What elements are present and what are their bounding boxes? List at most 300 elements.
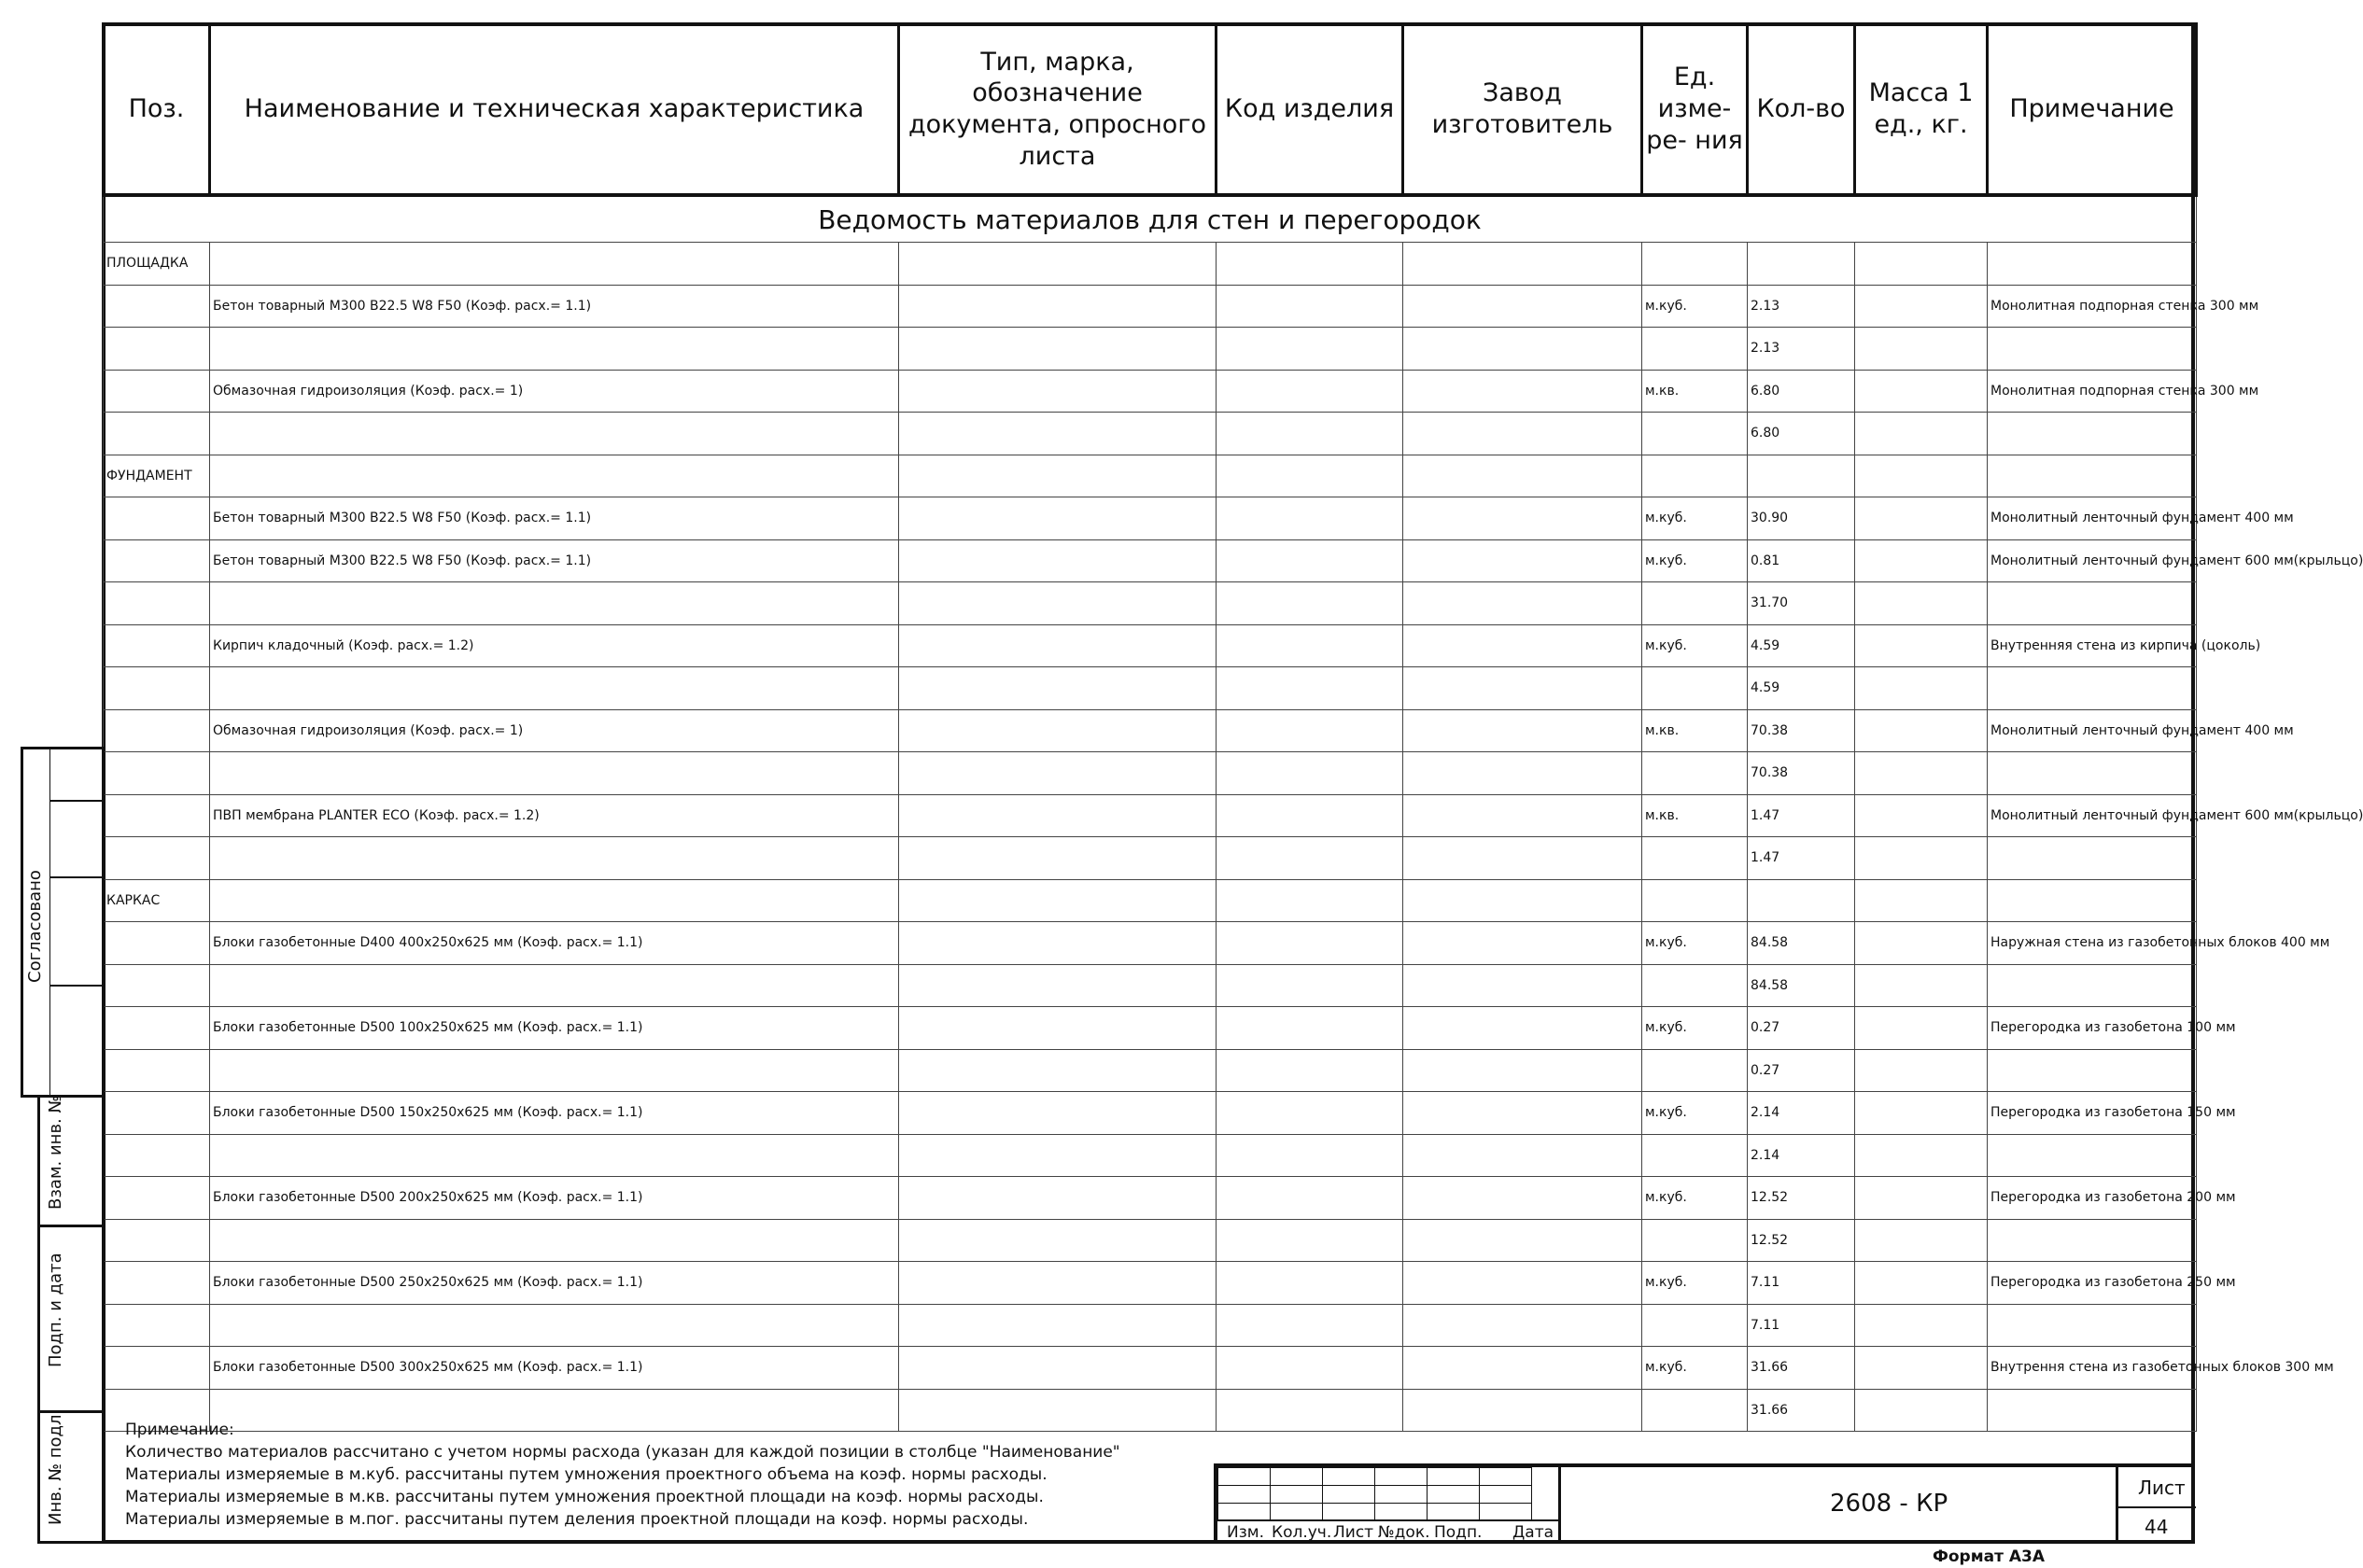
cell-pos — [104, 1219, 210, 1262]
cell-plant — [1403, 1134, 1642, 1177]
cell-code — [1217, 794, 1403, 837]
cell-type — [899, 1304, 1217, 1347]
cell-unit — [1642, 752, 1748, 795]
cell-name — [210, 243, 899, 286]
table-row — [104, 837, 2197, 880]
cell-code — [1217, 539, 1403, 582]
cell-note: Монолитная подпорная стенка 300 мм — [1988, 370, 2197, 413]
cell-mass — [1855, 582, 1988, 625]
cell-unit: м.куб. — [1642, 1347, 1748, 1390]
table-row — [104, 285, 2197, 328]
cell-pos — [104, 1007, 210, 1050]
cell-type — [899, 1007, 1217, 1050]
cell-type — [899, 1049, 1217, 1092]
cell-pos — [104, 1049, 210, 1092]
cell-code — [1217, 1262, 1403, 1305]
table-row — [104, 1347, 2197, 1390]
tb-label-ndok: №док. — [1378, 1523, 1430, 1542]
cell-type — [899, 624, 1217, 667]
cell-qty: 6.80 — [1748, 413, 1855, 455]
cell-qty: 4.59 — [1748, 667, 1855, 710]
cell-plant — [1403, 1304, 1642, 1347]
cell-mass — [1855, 837, 1988, 880]
cell-mass — [1855, 1389, 1988, 1432]
tb-label-kol: Кол.уч. — [1272, 1523, 1332, 1542]
cell-note: Монолитный ленточный фундамент 400 мм — [1988, 709, 2197, 752]
header-code: Код изделия — [1217, 24, 1403, 196]
cell-note: Монолитная подпорная стенка 300 мм — [1988, 285, 2197, 328]
cell-code — [1217, 285, 1403, 328]
cell-type — [899, 497, 1217, 540]
cell-mass — [1855, 709, 1988, 752]
cell-type — [899, 709, 1217, 752]
cell-note: Внутрення стена из газобетонных блоков 300 мм — [1988, 1347, 2197, 1390]
cell-mass — [1855, 624, 1988, 667]
revision-grid — [1217, 1467, 1532, 1521]
cell-code — [1217, 413, 1403, 455]
table-row — [104, 413, 2197, 455]
cell-note: Монолитный ленточный фундамент 600 мм(крыльцо) — [1988, 539, 2197, 582]
cell-mass — [1855, 539, 1988, 582]
doc-code: 2608 - КР — [1830, 1490, 1948, 1518]
side-stamp-inv-replace — [37, 1095, 105, 1227]
cell-qty: 0.81 — [1748, 539, 1855, 582]
tb-label-izm: Изм. — [1227, 1523, 1264, 1542]
cell-type — [899, 1219, 1217, 1262]
cell-name: Обмазочная гидроизоляция (Коэф. расх.= 1) — [210, 709, 899, 752]
table-row — [104, 582, 2197, 625]
cell-qty: 0.27 — [1748, 1049, 1855, 1092]
cell-note: Монолитный ленточный фундамент 400 мм — [1988, 497, 2197, 540]
cell-name: Бетон товарный М300 В22.5 W8 F50 (Коэф. расх.= 1.1) — [210, 497, 899, 540]
cell-name — [210, 413, 899, 455]
cell-pos — [104, 709, 210, 752]
tb-label-list: Лист — [1333, 1523, 1374, 1542]
cell-code — [1217, 1389, 1403, 1432]
table-title-row — [104, 195, 2197, 243]
agreed-label: Согласовано — [25, 870, 45, 983]
cell-code — [1217, 709, 1403, 752]
header-note: Примечание — [1988, 24, 2197, 196]
cell-mass — [1855, 1347, 1988, 1390]
table-row — [104, 1007, 2197, 1050]
header-plant: Завод изготовитель — [1403, 24, 1642, 196]
cell-pos — [104, 752, 210, 795]
cell-mass — [1855, 667, 1988, 710]
cell-plant — [1403, 1007, 1642, 1050]
header-qty: Кол-во — [1748, 24, 1855, 196]
cell-mass — [1855, 285, 1988, 328]
table-row — [104, 370, 2197, 413]
cell-plant — [1403, 285, 1642, 328]
cell-name — [210, 1304, 899, 1347]
cell-mass — [1855, 328, 1988, 371]
cell-code — [1217, 455, 1403, 497]
cell-name — [210, 1049, 899, 1092]
cell-unit — [1642, 879, 1748, 922]
cell-mass — [1855, 1304, 1988, 1347]
cell-plant — [1403, 879, 1642, 922]
table-row — [104, 624, 2197, 667]
cell-type — [899, 1347, 1217, 1390]
cell-plant — [1403, 1177, 1642, 1220]
cell-plant — [1403, 1262, 1642, 1305]
cell-mass — [1855, 413, 1988, 455]
sign-date-label: Подп. и дата — [46, 1253, 65, 1367]
cell-pos — [104, 1262, 210, 1305]
table-row — [104, 752, 2197, 795]
cell-mass — [1855, 1049, 1988, 1092]
cell-unit: м.куб. — [1642, 1262, 1748, 1305]
cell-unit — [1642, 243, 1748, 286]
cell-name: Обмазочная гидроизоляция (Коэф. расх.= 1) — [210, 370, 899, 413]
cell-name: Бетон товарный М300 В22.5 W8 F50 (Коэф. расх.= 1.1) — [210, 539, 899, 582]
cell-note — [1988, 837, 2197, 880]
cell-pos — [104, 328, 210, 371]
cell-type — [899, 455, 1217, 497]
cell-pos — [104, 370, 210, 413]
cell-mass — [1855, 1134, 1988, 1177]
cell-plant — [1403, 1219, 1642, 1262]
materials-table — [102, 22, 2363, 1432]
cell-pos: ПЛОЩАДКА — [104, 243, 210, 286]
cell-pos — [104, 1177, 210, 1220]
cell-code — [1217, 667, 1403, 710]
cell-unit — [1642, 964, 1748, 1007]
cell-unit — [1642, 1389, 1748, 1432]
cell-qty — [1748, 455, 1855, 497]
cell-plant — [1403, 539, 1642, 582]
cell-code — [1217, 1134, 1403, 1177]
cell-unit: м.кв. — [1642, 370, 1748, 413]
inv-replace-label: Взам. инв. № — [46, 1095, 65, 1210]
cell-plant — [1403, 794, 1642, 837]
cell-qty: 31.66 — [1748, 1347, 1855, 1390]
cell-note — [1988, 667, 2197, 710]
cell-name — [210, 1134, 899, 1177]
cell-qty: 1.47 — [1748, 837, 1855, 880]
cell-qty: 70.38 — [1748, 709, 1855, 752]
cell-name: Блоки газобетонные D500 100x250x625 мм (Коэф. расх.= 1.1) — [210, 1007, 899, 1050]
table-row — [104, 1092, 2197, 1135]
cell-note — [1988, 413, 2197, 455]
cell-note — [1988, 455, 2197, 497]
table-row — [104, 1219, 2197, 1262]
note-line: Количество материалов рассчитано с учетом нормы расхода (указан для каждой позиции в столбце "Наименование" — [125, 1443, 1120, 1462]
side-stamp-sign-date — [37, 1225, 105, 1413]
title-block — [1214, 1463, 2195, 1544]
cell-plant — [1403, 328, 1642, 371]
cell-unit — [1642, 413, 1748, 455]
cell-note: Перегородка из газобетона 200 мм — [1988, 1177, 2197, 1220]
cell-unit — [1642, 455, 1748, 497]
cell-qty: 6.80 — [1748, 370, 1855, 413]
cell-name — [210, 837, 899, 880]
cell-note: Перегородка из газобетона 150 мм — [1988, 1092, 2197, 1135]
cell-type — [899, 667, 1217, 710]
cell-pos — [104, 794, 210, 837]
cell-note: Перегородка из газобетона 100 мм — [1988, 1007, 2197, 1050]
cell-code — [1217, 582, 1403, 625]
tb-sheet-label: Лист — [2138, 1477, 2186, 1499]
cell-type — [899, 285, 1217, 328]
cell-type — [899, 370, 1217, 413]
cell-name: Блоки газобетонные D400 400x250x625 мм (Коэф. расх.= 1.1) — [210, 922, 899, 965]
table-row — [104, 922, 2197, 965]
cell-note: Монолитный ленточный фундамент 600 мм(крыльцо) — [1988, 794, 2197, 837]
cell-qty: 1.47 — [1748, 794, 1855, 837]
cell-name — [210, 1219, 899, 1262]
cell-pos — [104, 1134, 210, 1177]
cell-pos: КАРКАС — [104, 879, 210, 922]
cell-note: Наружная стена из газобетонных блоков 400 мм — [1988, 922, 2197, 965]
cell-unit: м.куб. — [1642, 1092, 1748, 1135]
header-mass: Масса 1 ед., кг. — [1855, 24, 1988, 196]
cell-note — [1988, 328, 2197, 371]
cell-pos — [104, 1347, 210, 1390]
cell-qty — [1748, 243, 1855, 286]
cell-pos — [104, 1304, 210, 1347]
cell-code — [1217, 370, 1403, 413]
cell-mass — [1855, 370, 1988, 413]
cell-pos — [104, 539, 210, 582]
cell-type — [899, 794, 1217, 837]
cell-mass — [1855, 922, 1988, 965]
table-row — [104, 455, 2197, 497]
cell-qty: 7.11 — [1748, 1262, 1855, 1305]
cell-type — [899, 582, 1217, 625]
cell-mass — [1855, 1007, 1988, 1050]
table-row — [104, 243, 2197, 286]
table-row — [104, 328, 2197, 371]
cell-qty: 12.52 — [1748, 1177, 1855, 1220]
side-stamp-inv-orig — [37, 1410, 105, 1544]
cell-name — [210, 328, 899, 371]
cell-plant — [1403, 667, 1642, 710]
cell-plant — [1403, 1347, 1642, 1390]
cell-unit: м.куб. — [1642, 922, 1748, 965]
header-unit: Ед. изме- ре- ния — [1642, 24, 1748, 196]
cell-plant — [1403, 497, 1642, 540]
cell-unit — [1642, 667, 1748, 710]
cell-plant — [1403, 922, 1642, 965]
cell-unit: м.кв. — [1642, 709, 1748, 752]
table-row — [104, 539, 2197, 582]
cell-type — [899, 1134, 1217, 1177]
cell-code — [1217, 1007, 1403, 1050]
table-row — [104, 879, 2197, 922]
cell-note: Перегородка из газобетона 250 мм — [1988, 1262, 2197, 1305]
inv-orig-label: Инв. № подл. — [46, 1408, 65, 1525]
table-title: Ведомость материалов для стен и перегородок — [104, 195, 2197, 243]
cell-type — [899, 243, 1217, 286]
cell-pos — [104, 582, 210, 625]
cell-note — [1988, 243, 2197, 286]
tb-sheet-number: 44 — [2145, 1516, 2169, 1538]
cell-unit — [1642, 1304, 1748, 1347]
cell-mass — [1855, 964, 1988, 1007]
cell-plant — [1403, 1389, 1642, 1432]
cell-name — [210, 582, 899, 625]
cell-qty: 4.59 — [1748, 624, 1855, 667]
cell-mass — [1855, 1262, 1988, 1305]
cell-qty: 31.66 — [1748, 1389, 1855, 1432]
cell-type — [899, 752, 1217, 795]
cell-plant — [1403, 837, 1642, 880]
table-row — [104, 1177, 2197, 1220]
tb-label-data: Дата — [1512, 1523, 1554, 1542]
cell-code — [1217, 964, 1403, 1007]
cell-pos — [104, 667, 210, 710]
cell-code — [1217, 624, 1403, 667]
cell-note — [1988, 1134, 2197, 1177]
cell-plant — [1403, 413, 1642, 455]
cell-pos — [104, 837, 210, 880]
cell-type — [899, 328, 1217, 371]
cell-qty: 2.13 — [1748, 328, 1855, 371]
header-pos: Поз. — [104, 24, 210, 196]
table-header-row — [104, 24, 2197, 196]
cell-unit — [1642, 837, 1748, 880]
cell-mass — [1855, 455, 1988, 497]
cell-code — [1217, 922, 1403, 965]
cell-note: Внутренняя стена из кирпича (цоколь) — [1988, 624, 2197, 667]
cell-plant — [1403, 243, 1642, 286]
cell-qty: 2.14 — [1748, 1134, 1855, 1177]
cell-qty: 30.90 — [1748, 497, 1855, 540]
side-stamp-agreed — [21, 747, 105, 1098]
cell-note — [1988, 964, 2197, 1007]
cell-plant — [1403, 709, 1642, 752]
cell-note — [1988, 752, 2197, 795]
cell-name — [210, 752, 899, 795]
cell-note — [1988, 879, 2197, 922]
cell-mass — [1855, 752, 1988, 795]
cell-plant — [1403, 752, 1642, 795]
cell-plant — [1403, 1092, 1642, 1135]
cell-qty: 0.27 — [1748, 1007, 1855, 1050]
cell-qty: 84.58 — [1748, 922, 1855, 965]
cell-unit: м.куб. — [1642, 1177, 1748, 1220]
cell-unit: м.куб. — [1642, 1007, 1748, 1050]
note-line: Материалы измеряемые в м.кв. рассчитаны путем умножения проектной площади на коэф. нормы расходы. — [125, 1488, 1044, 1506]
cell-code — [1217, 1177, 1403, 1220]
cell-name — [210, 964, 899, 1007]
cell-code — [1217, 1219, 1403, 1262]
cell-name: Блоки газобетонные D500 300x250x625 мм (Коэф. расх.= 1.1) — [210, 1347, 899, 1390]
cell-type — [899, 1092, 1217, 1135]
cell-name: Кирпич кладочный (Коэф. расх.= 1.2) — [210, 624, 899, 667]
cell-qty: 12.52 — [1748, 1219, 1855, 1262]
cell-code — [1217, 328, 1403, 371]
table-row — [104, 1304, 2197, 1347]
cell-pos — [104, 964, 210, 1007]
cell-type — [899, 879, 1217, 922]
cell-qty: 2.13 — [1748, 285, 1855, 328]
tb-label-podp: Подп. — [1434, 1523, 1483, 1542]
notes-block — [125, 1419, 1120, 1531]
cell-name: Блоки газобетонные D500 250x250x625 мм (Коэф. расх.= 1.1) — [210, 1262, 899, 1305]
cell-code — [1217, 497, 1403, 540]
cell-unit — [1642, 328, 1748, 371]
cell-mass — [1855, 1092, 1988, 1135]
cell-mass — [1855, 1177, 1988, 1220]
cell-note — [1988, 1219, 2197, 1262]
cell-unit — [1642, 1134, 1748, 1177]
cell-type — [899, 1177, 1217, 1220]
cell-code — [1217, 879, 1403, 922]
cell-plant — [1403, 582, 1642, 625]
cell-code — [1217, 1049, 1403, 1092]
note-line: Материалы измеряемые в м.пог. рассчитаны путем деления проектной площади на коэф. нормы расходы. — [125, 1510, 1029, 1529]
cell-note — [1988, 1304, 2197, 1347]
cell-type — [899, 413, 1217, 455]
cell-unit: м.кв. — [1642, 794, 1748, 837]
table-row — [104, 1262, 2197, 1305]
cell-plant — [1403, 370, 1642, 413]
cell-name: Бетон товарный М300 В22.5 W8 F50 (Коэф. расх.= 1.1) — [210, 285, 899, 328]
cell-mass — [1855, 497, 1988, 540]
cell-unit — [1642, 582, 1748, 625]
table-row — [104, 1049, 2197, 1092]
cell-name: Блоки газобетонные D500 200x250x625 мм (Коэф. расх.= 1.1) — [210, 1177, 899, 1220]
cell-type — [899, 922, 1217, 965]
cell-unit: м.куб. — [1642, 285, 1748, 328]
cell-plant — [1403, 455, 1642, 497]
table-row — [104, 497, 2197, 540]
cell-name — [210, 455, 899, 497]
note-line: Материалы измеряемые в м.куб. рассчитаны путем умножения проектного объема на коэф. нормы расходы. — [125, 1465, 1048, 1484]
cell-unit — [1642, 1219, 1748, 1262]
table-row — [104, 964, 2197, 1007]
cell-pos — [104, 413, 210, 455]
cell-qty: 2.14 — [1748, 1092, 1855, 1135]
cell-pos — [104, 922, 210, 965]
table-row — [104, 709, 2197, 752]
cell-type — [899, 837, 1217, 880]
cell-note — [1988, 1389, 2197, 1432]
cell-pos — [104, 497, 210, 540]
cell-mass — [1855, 879, 1988, 922]
cell-pos — [104, 1092, 210, 1135]
cell-code — [1217, 1304, 1403, 1347]
cell-code — [1217, 837, 1403, 880]
cell-mass — [1855, 243, 1988, 286]
notes-title: Примечание: — [125, 1421, 234, 1439]
cell-plant — [1403, 1049, 1642, 1092]
cell-qty: 31.70 — [1748, 582, 1855, 625]
cell-pos — [104, 624, 210, 667]
cell-code — [1217, 1092, 1403, 1135]
header-name: Наименование и техническая характеристика — [210, 24, 899, 196]
cell-note — [1988, 582, 2197, 625]
cell-note — [1988, 1049, 2197, 1092]
cell-qty: 7.11 — [1748, 1304, 1855, 1347]
cell-code — [1217, 1347, 1403, 1390]
cell-unit: м.куб. — [1642, 497, 1748, 540]
cell-code — [1217, 752, 1403, 795]
cell-unit: м.куб. — [1642, 539, 1748, 582]
cell-qty: 84.58 — [1748, 964, 1855, 1007]
cell-unit — [1642, 1049, 1748, 1092]
format-label: Формат А3А — [1933, 1547, 2045, 1566]
cell-code — [1217, 243, 1403, 286]
cell-pos: ФУНДАМЕНТ — [104, 455, 210, 497]
cell-qty — [1748, 879, 1855, 922]
table-row — [104, 1134, 2197, 1177]
cell-type — [899, 964, 1217, 1007]
cell-type — [899, 539, 1217, 582]
